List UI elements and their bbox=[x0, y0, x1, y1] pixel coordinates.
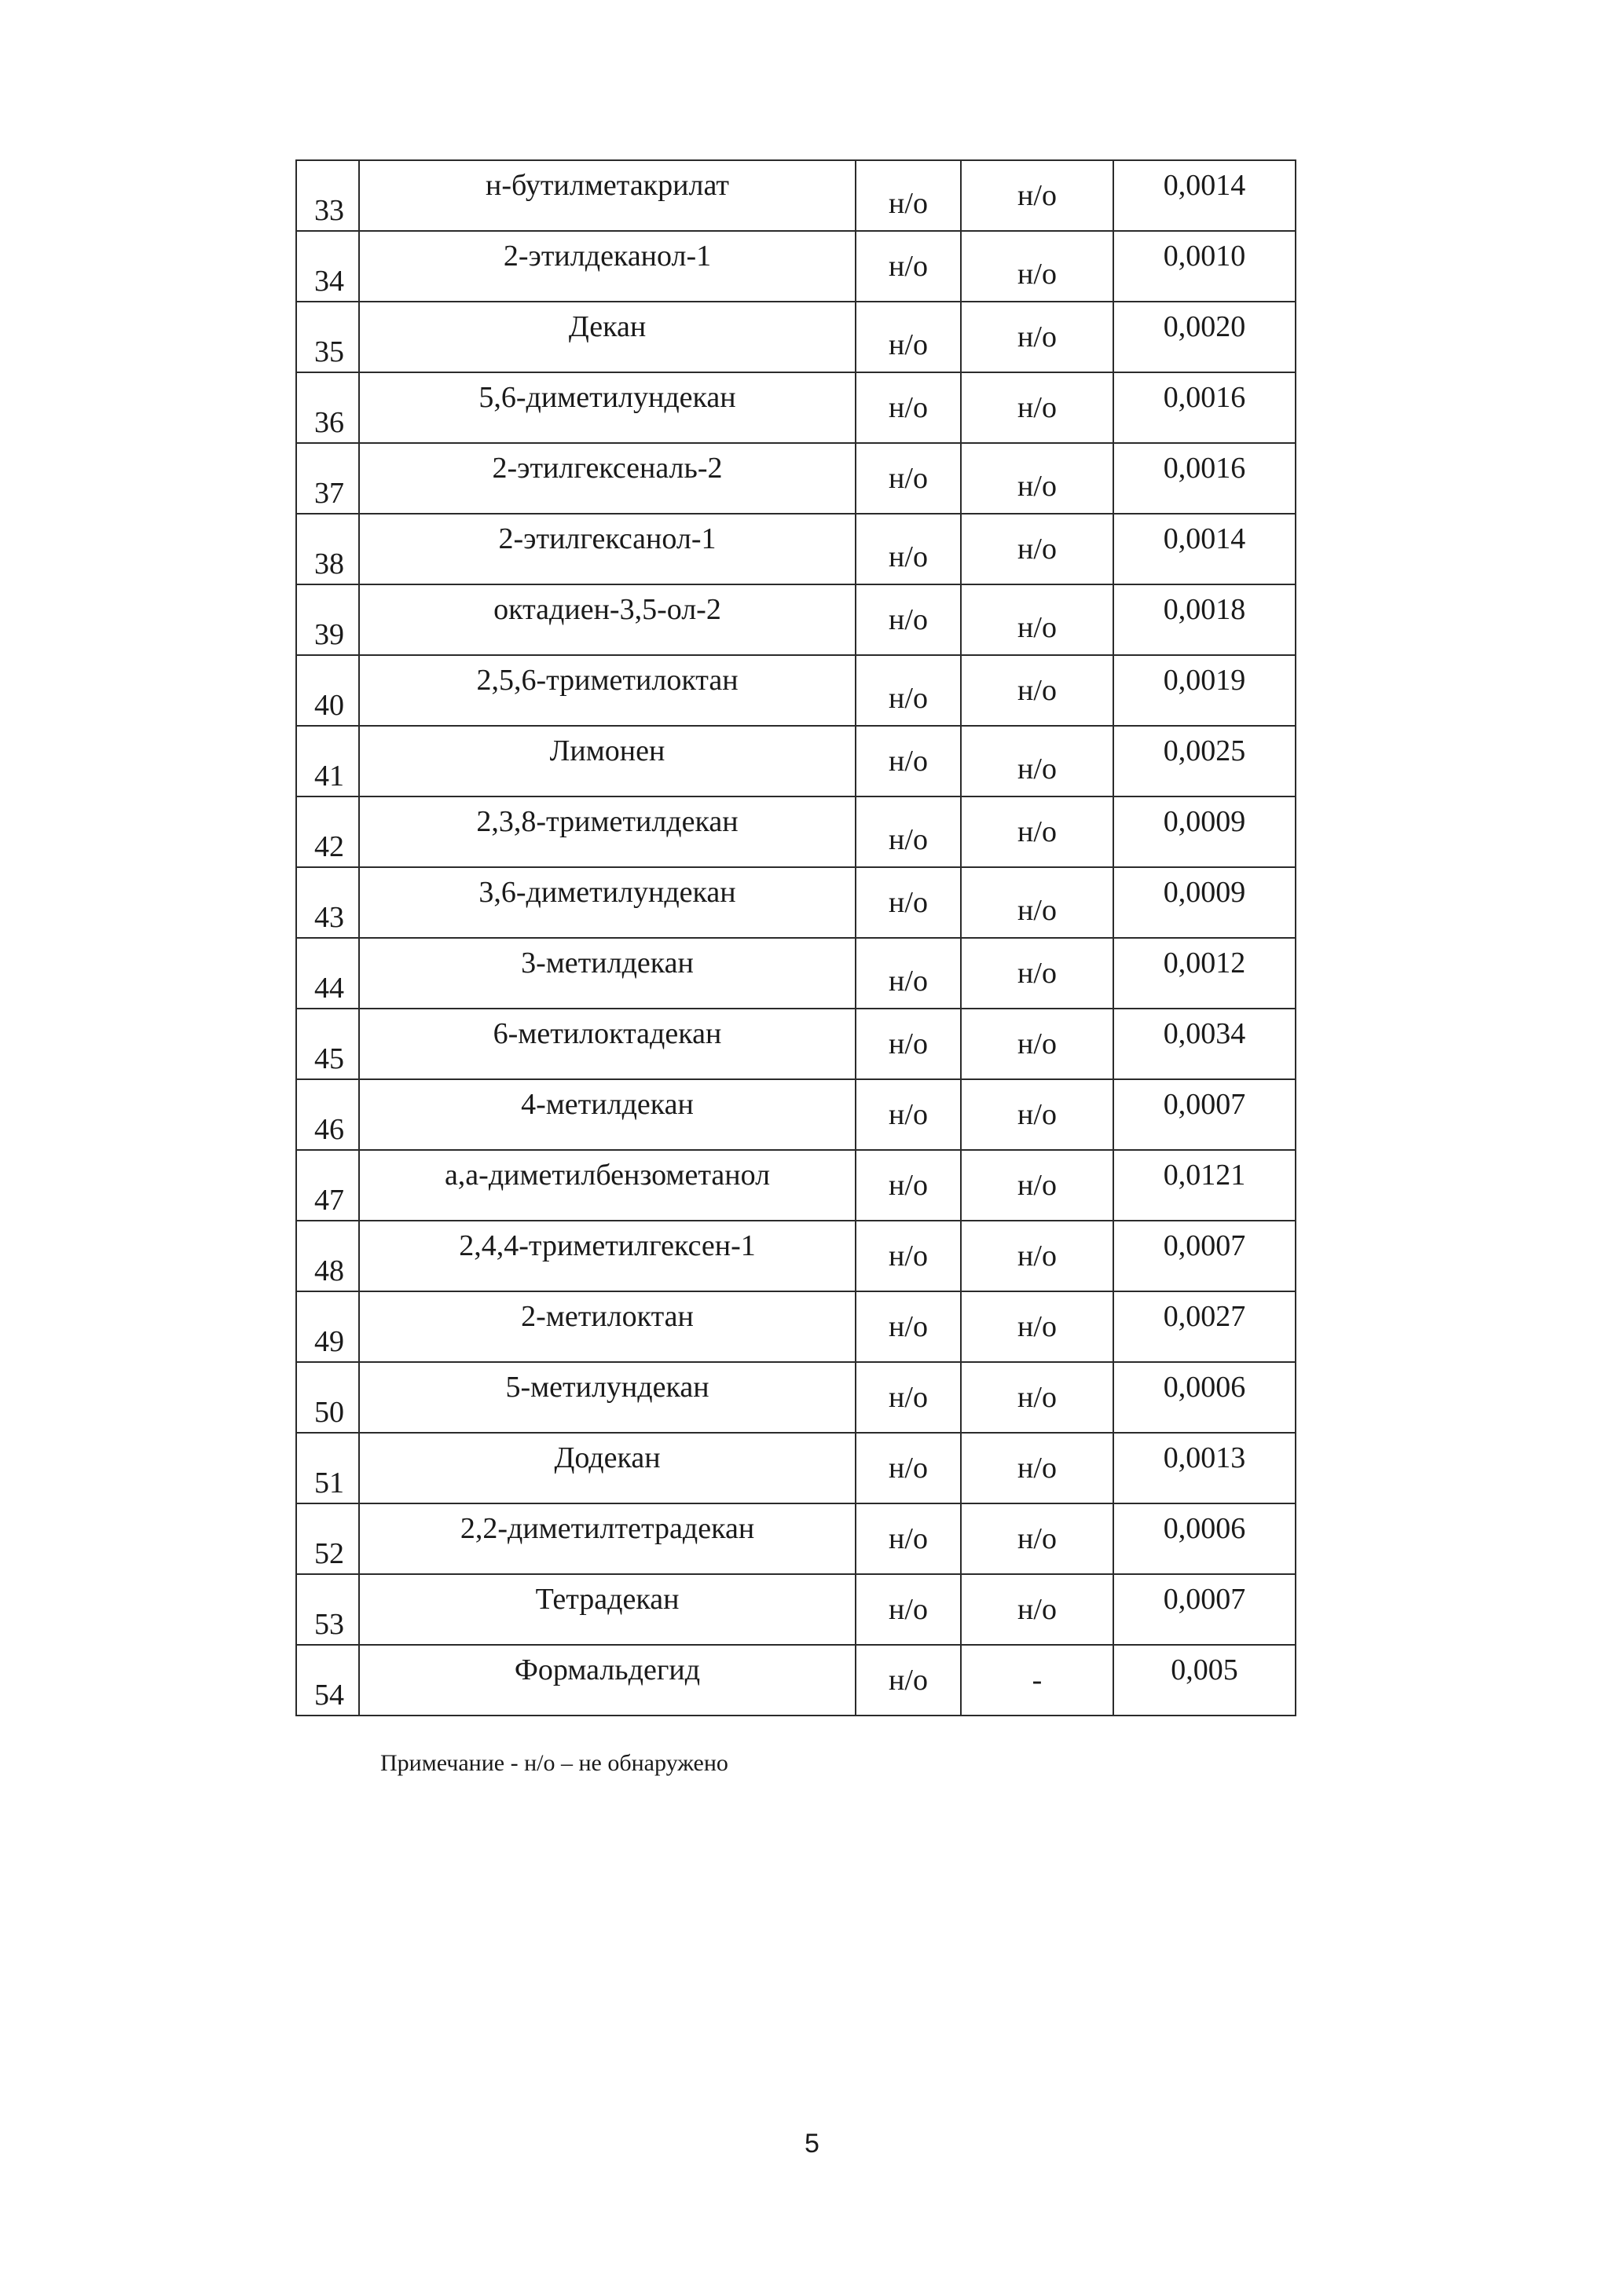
concentration-value-cell bbox=[1113, 1362, 1296, 1433]
row-number-cell bbox=[296, 655, 359, 726]
results-table bbox=[295, 159, 1296, 1716]
concentration-value-text: 0,0034 bbox=[1163, 1017, 1246, 1050]
result-column-2-cell bbox=[961, 1221, 1113, 1291]
substance-name-text: Лимонен bbox=[549, 734, 665, 767]
substance-name-text: а,а-диметилбензометанол bbox=[444, 1159, 771, 1192]
result-column-2-text: - bbox=[1032, 1664, 1043, 1697]
row-number-cell bbox=[296, 1433, 359, 1503]
concentration-value-cell bbox=[1113, 584, 1296, 655]
concentration-value-cell bbox=[1113, 443, 1296, 514]
result-column-2-text: н/о bbox=[1017, 611, 1057, 644]
substance-name-cell bbox=[359, 584, 856, 655]
concentration-value-cell bbox=[1113, 1150, 1296, 1221]
table-row bbox=[296, 1645, 1296, 1716]
concentration-value-cell bbox=[1113, 1079, 1296, 1150]
result-column-1-cell bbox=[856, 1079, 961, 1150]
result-column-1-cell bbox=[856, 1009, 961, 1079]
substance-name-text: 2,5,6-триметилоктан bbox=[476, 664, 739, 697]
row-number-cell bbox=[296, 726, 359, 796]
row-number-cell bbox=[296, 302, 359, 372]
row-number-cell bbox=[296, 1503, 359, 1574]
concentration-value-text: 0,0020 bbox=[1163, 310, 1246, 343]
result-column-2-text: н/о bbox=[1017, 470, 1057, 503]
result-column-1-cell bbox=[856, 938, 961, 1009]
table-row bbox=[296, 1291, 1296, 1362]
row-number-text: 44 bbox=[314, 972, 344, 1005]
result-column-1-cell bbox=[856, 1645, 961, 1716]
result-column-2-text: н/о bbox=[1017, 1169, 1057, 1202]
result-column-2-cell bbox=[961, 655, 1113, 726]
result-column-1-text: н/о bbox=[889, 603, 928, 636]
concentration-value-text: 0,0018 bbox=[1163, 593, 1246, 626]
substance-name-text: 2,2-диметилтетрадекан bbox=[460, 1512, 755, 1545]
result-column-1-text: н/о bbox=[889, 187, 928, 220]
result-column-1-cell bbox=[856, 867, 961, 938]
substance-name-text: Формальдегид bbox=[514, 1653, 701, 1686]
result-column-2-text: н/о bbox=[1017, 391, 1057, 424]
table-row bbox=[296, 1221, 1296, 1291]
result-column-2-cell bbox=[961, 443, 1113, 514]
result-column-2-text: н/о bbox=[1017, 320, 1057, 353]
result-column-1-text: н/о bbox=[889, 1098, 928, 1131]
result-column-2-text: н/о bbox=[1017, 1452, 1057, 1485]
concentration-value-text: 0,0014 bbox=[1163, 522, 1246, 555]
result-column-1-text: н/о bbox=[889, 1169, 928, 1202]
substance-name-cell bbox=[359, 1150, 856, 1221]
result-column-1-cell bbox=[856, 1221, 961, 1291]
row-number-text: 42 bbox=[314, 830, 344, 863]
substance-name-cell bbox=[359, 231, 856, 302]
concentration-value-text: 0,0014 bbox=[1163, 169, 1246, 202]
result-column-1-cell bbox=[856, 796, 961, 867]
row-number-cell bbox=[296, 938, 359, 1009]
row-number-cell bbox=[296, 796, 359, 867]
concentration-value-text: 0,005 bbox=[1171, 1653, 1238, 1686]
concentration-value-cell bbox=[1113, 796, 1296, 867]
table-row bbox=[296, 1362, 1296, 1433]
substance-name-text: 3,6-диметилундекан bbox=[478, 876, 736, 909]
concentration-value-cell bbox=[1113, 1221, 1296, 1291]
result-column-1-cell bbox=[856, 1503, 961, 1574]
result-column-1-text: н/о bbox=[889, 1522, 928, 1555]
substance-name-text: октадиен-3,5-ол-2 bbox=[493, 593, 721, 626]
table-row bbox=[296, 372, 1296, 443]
substance-name-cell bbox=[359, 867, 856, 938]
row-number-cell bbox=[296, 443, 359, 514]
concentration-value-text: 0,0007 bbox=[1163, 1229, 1246, 1262]
row-number-text: 39 bbox=[314, 618, 344, 651]
concentration-value-cell bbox=[1113, 302, 1296, 372]
result-column-1-cell bbox=[856, 514, 961, 584]
result-column-2-text: н/о bbox=[1017, 179, 1057, 212]
substance-name-text: 2-этилдеканол-1 bbox=[503, 240, 712, 273]
result-column-2-cell bbox=[961, 584, 1113, 655]
row-number-text: 45 bbox=[314, 1042, 344, 1075]
result-column-1-text: н/о bbox=[889, 682, 928, 715]
row-number-cell bbox=[296, 372, 359, 443]
concentration-value-cell bbox=[1113, 1645, 1296, 1716]
result-column-2-cell bbox=[961, 160, 1113, 231]
page-number: 5 bbox=[805, 2129, 819, 2159]
substance-name-text: Тетрадекан bbox=[535, 1583, 680, 1616]
substance-name-cell bbox=[359, 796, 856, 867]
result-column-1-text: н/о bbox=[889, 1593, 928, 1626]
row-number-cell bbox=[296, 1150, 359, 1221]
result-column-2-cell bbox=[961, 1433, 1113, 1503]
result-column-2-text: н/о bbox=[1017, 674, 1057, 707]
table-row bbox=[296, 655, 1296, 726]
row-number-text: 35 bbox=[314, 335, 344, 368]
concentration-value-cell bbox=[1113, 1009, 1296, 1079]
concentration-value-text: 0,0027 bbox=[1163, 1300, 1246, 1333]
result-column-2-text: н/о bbox=[1017, 1027, 1057, 1060]
result-column-1-cell bbox=[856, 726, 961, 796]
result-column-2-cell bbox=[961, 231, 1113, 302]
result-column-1-cell bbox=[856, 1574, 961, 1645]
table-row bbox=[296, 443, 1296, 514]
result-column-2-text: н/о bbox=[1017, 1381, 1057, 1414]
result-column-2-cell bbox=[961, 1574, 1113, 1645]
result-column-2-text: н/о bbox=[1017, 957, 1057, 990]
substance-name-text: 2-этилгексеналь-2 bbox=[492, 452, 723, 485]
row-number-cell bbox=[296, 160, 359, 231]
concentration-value-text: 0,0007 bbox=[1163, 1583, 1246, 1616]
substance-name-cell bbox=[359, 1362, 856, 1433]
row-number-text: 53 bbox=[314, 1608, 344, 1641]
result-column-2-cell bbox=[961, 1362, 1113, 1433]
row-number-cell bbox=[296, 584, 359, 655]
result-column-2-cell bbox=[961, 1009, 1113, 1079]
result-column-2-cell bbox=[961, 1503, 1113, 1574]
row-number-cell bbox=[296, 1574, 359, 1645]
table-row bbox=[296, 302, 1296, 372]
table-row bbox=[296, 867, 1296, 938]
result-column-2-cell bbox=[961, 514, 1113, 584]
table-row bbox=[296, 1503, 1296, 1574]
substance-name-text: 2,3,8-триметилдекан bbox=[476, 805, 739, 838]
row-number-text: 41 bbox=[314, 760, 344, 793]
row-number-text: 34 bbox=[314, 265, 344, 298]
concentration-value-text: 0,0007 bbox=[1163, 1088, 1246, 1121]
concentration-value-cell bbox=[1113, 938, 1296, 1009]
row-number-cell bbox=[296, 1079, 359, 1150]
result-column-2-text: н/о bbox=[1017, 1593, 1057, 1626]
result-column-2-text: н/о bbox=[1017, 815, 1057, 848]
substance-name-text: 5,6-диметилундекан bbox=[478, 381, 736, 414]
row-number-cell bbox=[296, 1362, 359, 1433]
substance-name-cell bbox=[359, 1645, 856, 1716]
result-column-2-cell bbox=[961, 938, 1113, 1009]
substance-name-cell bbox=[359, 1503, 856, 1574]
substance-name-cell bbox=[359, 938, 856, 1009]
result-column-1-text: н/о bbox=[889, 391, 928, 424]
row-number-text: 52 bbox=[314, 1537, 344, 1570]
table-row bbox=[296, 160, 1296, 231]
result-column-2-cell bbox=[961, 1079, 1113, 1150]
result-column-2-text: н/о bbox=[1017, 258, 1057, 291]
result-column-1-text: н/о bbox=[889, 462, 928, 495]
result-column-1-cell bbox=[856, 1150, 961, 1221]
concentration-value-text: 0,0121 bbox=[1163, 1159, 1246, 1192]
result-column-1-cell bbox=[856, 443, 961, 514]
result-column-1-cell bbox=[856, 1291, 961, 1362]
result-column-2-cell bbox=[961, 372, 1113, 443]
concentration-value-text: 0,0006 bbox=[1163, 1512, 1246, 1545]
row-number-text: 50 bbox=[314, 1396, 344, 1429]
concentration-value-cell bbox=[1113, 1433, 1296, 1503]
table-note: Примечание - н/о – не обнаружено bbox=[380, 1750, 728, 1776]
substance-name-text: 5-метилундекан bbox=[505, 1371, 709, 1404]
concentration-value-cell bbox=[1113, 231, 1296, 302]
row-number-text: 36 bbox=[314, 406, 344, 439]
row-number-cell bbox=[296, 1009, 359, 1079]
substance-name-text: 2,4,4-триметилгексен-1 bbox=[459, 1229, 756, 1262]
substance-name-cell bbox=[359, 514, 856, 584]
substance-name-cell bbox=[359, 1291, 856, 1362]
table-row bbox=[296, 514, 1296, 584]
result-column-1-text: н/о bbox=[889, 1381, 928, 1414]
concentration-value-text: 0,0010 bbox=[1163, 240, 1246, 273]
result-column-1-text: н/о bbox=[889, 1310, 928, 1343]
result-column-2-text: н/о bbox=[1017, 1310, 1057, 1343]
result-column-1-cell bbox=[856, 372, 961, 443]
row-number-text: 48 bbox=[314, 1254, 344, 1287]
substance-name-text: 3-метилдекан bbox=[521, 947, 694, 980]
result-column-1-text: н/о bbox=[889, 745, 928, 778]
result-column-1-cell bbox=[856, 655, 961, 726]
substance-name-cell bbox=[359, 1574, 856, 1645]
concentration-value-text: 0,0016 bbox=[1163, 381, 1246, 414]
row-number-text: 37 bbox=[314, 477, 344, 510]
result-column-2-text: н/о bbox=[1017, 1098, 1057, 1131]
substance-name-cell bbox=[359, 726, 856, 796]
row-number-text: 49 bbox=[314, 1325, 344, 1358]
result-column-2-cell bbox=[961, 1645, 1113, 1716]
table-row bbox=[296, 726, 1296, 796]
row-number-cell bbox=[296, 867, 359, 938]
substance-name-cell bbox=[359, 1079, 856, 1150]
row-number-text: 38 bbox=[314, 547, 344, 580]
table-row bbox=[296, 584, 1296, 655]
result-column-1-cell bbox=[856, 584, 961, 655]
row-number-text: 40 bbox=[314, 689, 344, 722]
table-row bbox=[296, 231, 1296, 302]
result-column-1-text: н/о bbox=[889, 328, 928, 361]
substance-name-text: 6-метилоктадекан bbox=[493, 1017, 722, 1050]
row-number-text: 43 bbox=[314, 901, 344, 934]
substance-name-cell bbox=[359, 655, 856, 726]
concentration-value-text: 0,0013 bbox=[1163, 1441, 1246, 1474]
result-column-2-cell bbox=[961, 1291, 1113, 1362]
result-column-2-cell bbox=[961, 867, 1113, 938]
concentration-value-text: 0,0016 bbox=[1163, 452, 1246, 485]
result-column-1-cell bbox=[856, 302, 961, 372]
result-column-2-text: н/о bbox=[1017, 533, 1057, 566]
substance-name-text: 2-этилгексанол-1 bbox=[498, 522, 717, 555]
substance-name-cell bbox=[359, 160, 856, 231]
concentration-value-text: 0,0009 bbox=[1163, 805, 1246, 838]
result-column-1-text: н/о bbox=[889, 1452, 928, 1485]
row-number-cell bbox=[296, 514, 359, 584]
result-column-1-text: н/о bbox=[889, 1240, 928, 1273]
concentration-value-cell bbox=[1113, 372, 1296, 443]
result-column-1-cell bbox=[856, 231, 961, 302]
concentration-value-text: 0,0006 bbox=[1163, 1371, 1246, 1404]
result-column-2-cell bbox=[961, 302, 1113, 372]
table-row bbox=[296, 796, 1296, 867]
concentration-value-text: 0,0012 bbox=[1163, 947, 1246, 980]
result-column-1-text: н/о bbox=[889, 823, 928, 856]
row-number-text: 47 bbox=[314, 1184, 344, 1217]
result-column-1-text: н/о bbox=[889, 1027, 928, 1060]
concentration-value-text: 0,0009 bbox=[1163, 876, 1246, 909]
row-number-cell bbox=[296, 231, 359, 302]
concentration-value-text: 0,0025 bbox=[1163, 734, 1246, 767]
substance-name-text: н-бутилметакрилат bbox=[486, 169, 729, 202]
substance-name-cell bbox=[359, 372, 856, 443]
concentration-value-cell bbox=[1113, 514, 1296, 584]
substance-name-cell bbox=[359, 302, 856, 372]
result-column-2-cell bbox=[961, 796, 1113, 867]
results-table-body bbox=[296, 160, 1296, 1716]
substance-name-text: Додекан bbox=[554, 1441, 661, 1474]
substance-name-text: 4-метилдекан bbox=[521, 1088, 694, 1121]
substance-name-cell bbox=[359, 1009, 856, 1079]
row-number-cell bbox=[296, 1291, 359, 1362]
table-row bbox=[296, 1433, 1296, 1503]
result-column-1-cell bbox=[856, 160, 961, 231]
concentration-value-cell bbox=[1113, 1574, 1296, 1645]
row-number-text: 54 bbox=[314, 1679, 344, 1712]
table-row bbox=[296, 1009, 1296, 1079]
row-number-text: 51 bbox=[314, 1467, 344, 1500]
concentration-value-cell bbox=[1113, 726, 1296, 796]
substance-name-text: 2-метилоктан bbox=[521, 1300, 694, 1333]
table-row bbox=[296, 1150, 1296, 1221]
result-column-1-cell bbox=[856, 1433, 961, 1503]
table-row bbox=[296, 1079, 1296, 1150]
result-column-1-text: н/о bbox=[889, 965, 928, 998]
row-number-cell bbox=[296, 1645, 359, 1716]
result-column-1-text: н/о bbox=[889, 540, 928, 573]
result-column-1-text: н/о bbox=[889, 250, 928, 283]
concentration-value-cell bbox=[1113, 655, 1296, 726]
concentration-value-cell bbox=[1113, 1503, 1296, 1574]
substance-name-cell bbox=[359, 1433, 856, 1503]
result-column-1-text: н/о bbox=[889, 1664, 928, 1697]
substance-name-text: Декан bbox=[568, 310, 647, 343]
result-column-2-cell bbox=[961, 1150, 1113, 1221]
result-column-2-text: н/о bbox=[1017, 1240, 1057, 1273]
row-number-cell bbox=[296, 1221, 359, 1291]
concentration-value-cell bbox=[1113, 1291, 1296, 1362]
result-column-1-text: н/о bbox=[889, 886, 928, 919]
concentration-value-cell bbox=[1113, 867, 1296, 938]
result-column-2-text: н/о bbox=[1017, 1522, 1057, 1555]
row-number-text: 46 bbox=[314, 1113, 344, 1146]
substance-name-cell bbox=[359, 443, 856, 514]
result-column-2-text: н/о bbox=[1017, 753, 1057, 785]
table-row bbox=[296, 1574, 1296, 1645]
substance-name-cell bbox=[359, 1221, 856, 1291]
concentration-value-cell bbox=[1113, 160, 1296, 231]
table-row bbox=[296, 938, 1296, 1009]
result-column-2-text: н/о bbox=[1017, 894, 1057, 927]
result-column-1-cell bbox=[856, 1362, 961, 1433]
concentration-value-text: 0,0019 bbox=[1163, 664, 1246, 697]
row-number-text: 33 bbox=[314, 194, 344, 227]
result-column-2-cell bbox=[961, 726, 1113, 796]
